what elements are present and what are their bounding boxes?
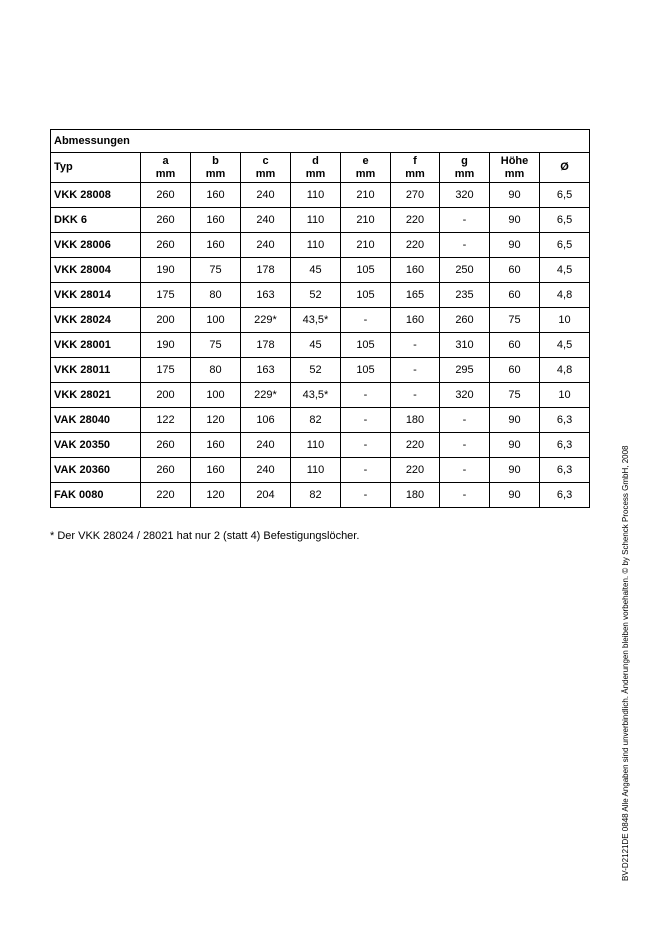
cell-value: 4,5 — [540, 333, 590, 358]
table-title: Abmessungen — [51, 130, 590, 153]
cell-value: 4,8 — [540, 283, 590, 308]
cell-typ: VKK 28001 — [51, 333, 141, 358]
header-unit: mm — [355, 167, 376, 180]
cell-value: 240 — [241, 183, 291, 208]
header-label: e — [362, 154, 369, 167]
table-header-row — [51, 153, 590, 183]
header-label: Höhe — [500, 154, 529, 167]
cell-value: 43,5* — [291, 308, 341, 333]
cell-value: 210 — [341, 208, 391, 233]
cell-value: 4,5 — [540, 258, 590, 283]
cell-value: 6,5 — [540, 183, 590, 208]
table-row — [51, 408, 590, 433]
cell-value: 320 — [440, 383, 490, 408]
cell-value: 180 — [391, 408, 440, 433]
cell-value: 60 — [490, 333, 540, 358]
cell-typ: VKK 28021 — [51, 383, 141, 408]
cell-value: 105 — [341, 358, 391, 383]
cell-value: 52 — [291, 283, 341, 308]
cell-value: 6,3 — [540, 458, 590, 483]
cell-value: 4,8 — [540, 358, 590, 383]
table-row — [51, 383, 590, 408]
cell-value: 106 — [241, 408, 291, 433]
cell-value: 160 — [191, 458, 241, 483]
cell-value: - — [440, 458, 490, 483]
cell-value: 178 — [241, 333, 291, 358]
cell-typ: VKK 28011 — [51, 358, 141, 383]
header-col-9 — [540, 153, 590, 183]
header-col-8 — [490, 153, 540, 183]
cell-value: 204 — [241, 483, 291, 508]
cell-value: 110 — [291, 233, 341, 258]
header-label: f — [413, 154, 417, 167]
cell-value: 160 — [391, 308, 440, 333]
cell-value: 6,3 — [540, 433, 590, 458]
cell-value: 240 — [241, 458, 291, 483]
cell-value: 310 — [440, 333, 490, 358]
cell-value: 160 — [391, 258, 440, 283]
cell-value: 220 — [391, 208, 440, 233]
header-col-2 — [191, 153, 241, 183]
cell-typ: VKK 28006 — [51, 233, 141, 258]
cell-value: - — [391, 383, 440, 408]
cell-value: 190 — [141, 258, 191, 283]
cell-value: 260 — [141, 433, 191, 458]
cell-value: 260 — [141, 458, 191, 483]
table-row — [51, 483, 590, 508]
cell-value: - — [440, 483, 490, 508]
header-label: d — [312, 154, 319, 167]
cell-value: - — [341, 408, 391, 433]
cell-value: 75 — [490, 308, 540, 333]
header-label: c — [262, 154, 269, 167]
cell-value: 45 — [291, 333, 341, 358]
cell-typ: VKK 28014 — [51, 283, 141, 308]
header-unit: mm — [255, 167, 276, 180]
cell-typ: VKK 28008 — [51, 183, 141, 208]
dimensions-table — [50, 129, 590, 508]
header-label: g — [461, 154, 468, 167]
cell-value: 190 — [141, 333, 191, 358]
cell-value: 43,5* — [291, 383, 341, 408]
header-unit: mm — [454, 167, 475, 180]
cell-typ: VAK 20350 — [51, 433, 141, 458]
cell-value: 52 — [291, 358, 341, 383]
cell-typ: VAK 20360 — [51, 458, 141, 483]
cell-value: 82 — [291, 408, 341, 433]
footnote: * Der VKK 28024 / 28021 hat nur 2 (statt 4) Befestigungslöcher. — [50, 530, 360, 542]
cell-value: 110 — [291, 183, 341, 208]
table-row — [51, 333, 590, 358]
table-row — [51, 358, 590, 383]
cell-value: 320 — [440, 183, 490, 208]
cell-value: 80 — [191, 358, 241, 383]
cell-value: 260 — [440, 308, 490, 333]
cell-value: - — [440, 208, 490, 233]
cell-value: 200 — [141, 308, 191, 333]
cell-value: 260 — [141, 208, 191, 233]
cell-value: - — [440, 233, 490, 258]
cell-value: 100 — [191, 383, 241, 408]
cell-value: - — [341, 383, 391, 408]
cell-value: - — [341, 433, 391, 458]
cell-value: 110 — [291, 208, 341, 233]
cell-value: 165 — [391, 283, 440, 308]
cell-value: 295 — [440, 358, 490, 383]
cell-value: 160 — [191, 183, 241, 208]
header-label: a — [162, 154, 169, 167]
header-col-3 — [241, 153, 291, 183]
cell-value: 229* — [241, 308, 291, 333]
cell-value: 178 — [241, 258, 291, 283]
cell-value: 220 — [141, 483, 191, 508]
cell-value: 235 — [440, 283, 490, 308]
cell-value: 160 — [191, 208, 241, 233]
cell-value: 90 — [490, 208, 540, 233]
cell-value: - — [341, 483, 391, 508]
cell-value: 220 — [391, 233, 440, 258]
cell-typ: VKK 28004 — [51, 258, 141, 283]
cell-value: 60 — [490, 283, 540, 308]
cell-value: 60 — [490, 258, 540, 283]
cell-value: 163 — [241, 358, 291, 383]
cell-value: 110 — [291, 433, 341, 458]
header-unit: mm — [504, 167, 525, 180]
cell-value: 175 — [141, 283, 191, 308]
header-typ — [51, 153, 141, 183]
cell-value: 6,5 — [540, 233, 590, 258]
header-unit: mm — [205, 167, 226, 180]
side-copyright-note: BV-D2121DE 0848 Alle Angaben sind unverbindlich. Änderungen bleiben vorbehalten. © by Schenck Process GmbH, 2008 — [621, 445, 630, 881]
table-row — [51, 258, 590, 283]
cell-value: 90 — [490, 483, 540, 508]
cell-value: 90 — [490, 408, 540, 433]
header-label: Typ — [54, 161, 73, 173]
cell-value: 260 — [141, 183, 191, 208]
cell-value: 240 — [241, 233, 291, 258]
cell-value: 105 — [341, 258, 391, 283]
cell-value: - — [440, 433, 490, 458]
cell-value: 6,3 — [540, 408, 590, 433]
cell-value: 105 — [341, 283, 391, 308]
cell-value: 90 — [490, 458, 540, 483]
header-col-1 — [141, 153, 191, 183]
header-label: b — [212, 154, 219, 167]
cell-value: - — [341, 308, 391, 333]
cell-value: 10 — [540, 308, 590, 333]
cell-value: 240 — [241, 208, 291, 233]
cell-value: - — [440, 408, 490, 433]
cell-value: 160 — [191, 233, 241, 258]
cell-value: 60 — [490, 358, 540, 383]
table-row — [51, 433, 590, 458]
table-title-row — [51, 130, 590, 153]
table-row — [51, 458, 590, 483]
header-unit: mm — [405, 167, 425, 180]
cell-value: 250 — [440, 258, 490, 283]
cell-value: 75 — [191, 258, 241, 283]
cell-value: 175 — [141, 358, 191, 383]
cell-value: 100 — [191, 308, 241, 333]
header-unit: mm — [155, 167, 176, 180]
table-row — [51, 233, 590, 258]
cell-value: 82 — [291, 483, 341, 508]
table-row — [51, 183, 590, 208]
table-row — [51, 208, 590, 233]
header-col-4 — [291, 153, 341, 183]
cell-typ: VAK 28040 — [51, 408, 141, 433]
cell-value: 220 — [391, 458, 440, 483]
cell-value: 90 — [490, 433, 540, 458]
cell-value: 90 — [490, 233, 540, 258]
table-row — [51, 283, 590, 308]
cell-value: 163 — [241, 283, 291, 308]
table-row — [51, 308, 590, 333]
cell-value: 220 — [391, 433, 440, 458]
cell-typ: FAK 0080 — [51, 483, 141, 508]
cell-value: 105 — [341, 333, 391, 358]
cell-value: 200 — [141, 383, 191, 408]
cell-value: 6,5 — [540, 208, 590, 233]
cell-value: 6,3 — [540, 483, 590, 508]
cell-value: 122 — [141, 408, 191, 433]
cell-value: - — [391, 358, 440, 383]
cell-value: 229* — [241, 383, 291, 408]
header-col-6 — [391, 153, 440, 183]
cell-value: 75 — [490, 383, 540, 408]
cell-value: 90 — [490, 183, 540, 208]
cell-value: 240 — [241, 433, 291, 458]
cell-value: 75 — [191, 333, 241, 358]
cell-value: - — [341, 458, 391, 483]
header-unit: mm — [305, 167, 326, 180]
cell-typ: VKK 28024 — [51, 308, 141, 333]
cell-value: 210 — [341, 183, 391, 208]
cell-value: 120 — [191, 408, 241, 433]
cell-value: 260 — [141, 233, 191, 258]
cell-value: 10 — [540, 383, 590, 408]
cell-value: - — [391, 333, 440, 358]
cell-value: 180 — [391, 483, 440, 508]
cell-value: 45 — [291, 258, 341, 283]
cell-value: 120 — [191, 483, 241, 508]
cell-value: 160 — [191, 433, 241, 458]
cell-value: 110 — [291, 458, 341, 483]
header-label: Ø — [560, 161, 569, 173]
cell-typ: DKK 6 — [51, 208, 141, 233]
header-col-7 — [440, 153, 490, 183]
cell-value: 210 — [341, 233, 391, 258]
cell-value: 80 — [191, 283, 241, 308]
header-col-5 — [341, 153, 391, 183]
cell-value: 270 — [391, 183, 440, 208]
